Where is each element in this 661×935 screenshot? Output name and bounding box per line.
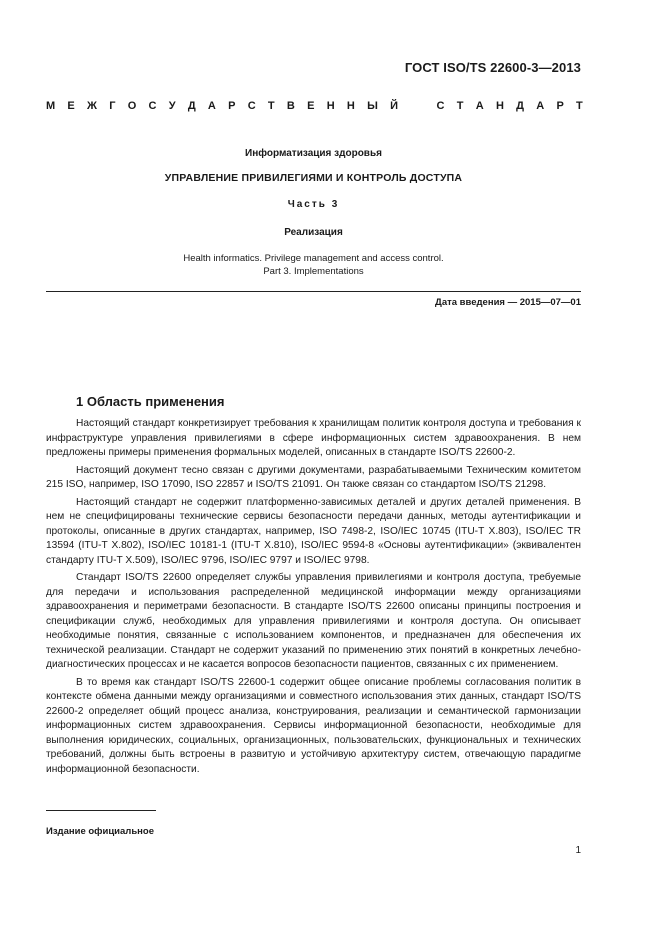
paragraph: Настоящий документ тесно связан с другими документами, разрабатываемыми Техническим комитетом 215 ISO, например, ISO 17090, ISO 22857 и ISO/TS 21091. Он также связан со стандартом ISO/TS 21298. — [46, 464, 581, 490]
banner-letter: С — [436, 100, 445, 112]
banner-letter: Р — [556, 100, 564, 112]
banner-letter: Г — [109, 100, 116, 112]
banner-letter: А — [207, 100, 216, 112]
english-title-line-1: Health informatics. Privilege management and access control. — [183, 253, 444, 264]
footer-divider — [46, 810, 156, 811]
paragraph: Настоящий стандарт конкретизирует требования к хранилищам политик контроля доступа и требования к инфраструктуре управления привилегиями в сфере информационных систем здравоохранения. В нем предложены примеры применения формальных моделей, описанных в стандарте ISO/TS 22600-2. — [46, 418, 581, 458]
field-title: Информатизация здоровья — [245, 148, 382, 159]
english-title — [46, 252, 581, 278]
english-title-line-2: Part 3. Implementations — [263, 266, 364, 277]
banner-letter: О — [127, 100, 137, 112]
banner-letter: Ж — [87, 100, 97, 112]
banner-letter: Т — [576, 100, 583, 112]
banner-letter: Н — [495, 100, 504, 112]
banner-letter: С — [148, 100, 157, 112]
banner-letter: С — [247, 100, 256, 112]
banner-letter: Т — [456, 100, 464, 112]
subtitle: Реализация — [284, 227, 343, 238]
banner-letter: У — [168, 100, 176, 112]
gost-code: ГОСТ ISO/TS 22600-3—2013 — [404, 60, 581, 75]
interstate-standard-banner — [46, 100, 583, 112]
introduction-date: Дата введения — 2015—07—01 — [435, 297, 581, 308]
part-label: Часть 3 — [287, 199, 340, 210]
banner-letter: М — [46, 100, 56, 112]
banner-letter: Е — [307, 100, 315, 112]
banner-letter: Н — [326, 100, 335, 112]
banner-letter: Т — [267, 100, 275, 112]
paragraph: В то время как стандарт ISO/TS 22600-1 содержит общее описание проблемы согласования политик в контексте обмена данными между организациями и совместного использования этих данных, стандарт ISO/TS 22600-2 определяет общий процесс анализа, конструирования, реализации и семантической гармонизации информационных систем здравоохранения. Сервисы информационной безопасности, необходимые для выполнения юридических, социальных, организационных, пользовательских, функциональных и технических требований, должны быть встроены в развитую и устойчивую архитектуру систем, отвечающую парадигме информационной безопасности. — [46, 676, 581, 775]
official-edition-label: Издание официальное — [46, 826, 154, 837]
banner-letter: Н — [346, 100, 355, 112]
title-divider — [46, 291, 581, 292]
banner-letter: Е — [67, 100, 75, 112]
banner-letter: Ы — [367, 100, 378, 112]
banner-letter: Р — [228, 100, 236, 112]
banner-letter: Й — [390, 100, 399, 112]
banner-gap — [410, 100, 424, 112]
main-title: УПРАВЛЕНИЕ ПРИВИЛЕГИЯМИ И КОНТРОЛЬ ДОСТУПА — [164, 172, 463, 184]
banner-letter: В — [286, 100, 295, 112]
banner-letter: А — [475, 100, 484, 112]
banner-letter: Д — [516, 100, 524, 112]
section-body — [46, 417, 581, 780]
page-number: 1 — [575, 845, 581, 856]
paragraph: Настоящий стандарт не содержит платформенно-зависимых деталей и других деталей применения. В нем не специфицированы технические сервисы безопасности передачи данных, методы аутентификации и протоколы, описанные в других стандартах, например, ISO 7498-2, ISO/IEC 10745 (ITU-T X.803), ISO/IEC TR 13594 (ITU-T X.802), ISO/IEC 10181-1 (ITU-T X.810), ISO/IEC 9594-8 «Основы аутентификации» (эквивалентен стандарту ITU-T X.509), ISO/IEC 9796, ISO/IEC 9797 и ISO/IEC 9798. — [46, 496, 581, 566]
banner-letter: Д — [187, 100, 196, 112]
paragraph: Стандарт ISO/TS 22600 определяет службы управления привилегиями и контроля доступа, требуемые для передачи и использования распределенной медицинской информации между организациями здравоохранения и периметрами безопасности. В стандарте ISO/TS 22600 описаны принципы построения и спецификации служб, необходимых для управления привилегиями и контроля доступа. Он описывает необходимые понятия, связанные с использованием компонентов, и предназначен для обеспечения их технической реализации. Стандарт не содержит указаний по применению этих понятий в конкретных лечебно-диагностических процессах и не касается вопросов безопасности пациентов, связанных с их применением. — [46, 572, 581, 670]
banner-letter: А — [536, 100, 545, 112]
section-heading: 1 Область применения — [76, 394, 225, 409]
